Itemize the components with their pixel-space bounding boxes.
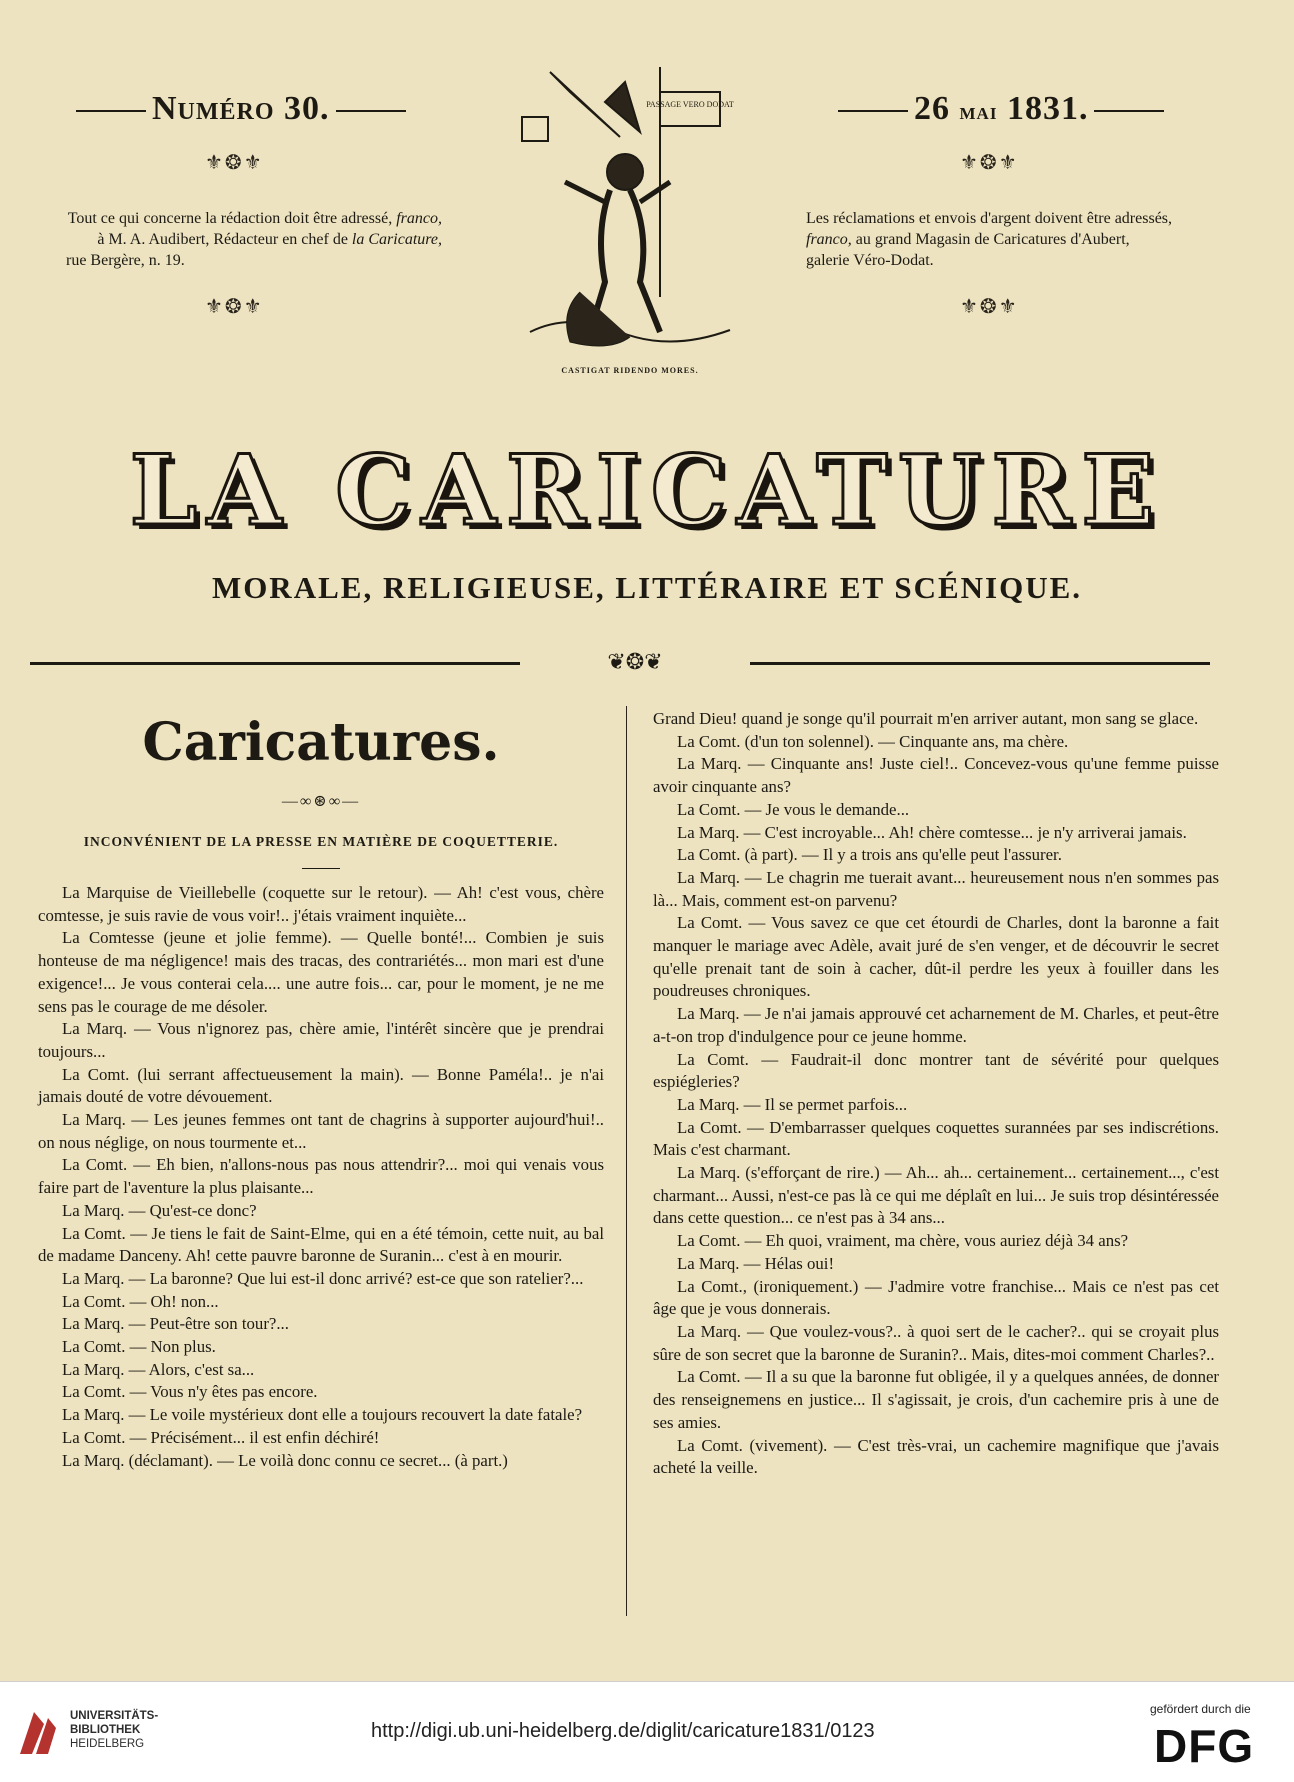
dialogue-paragraph: La Marq. — Alors, c'est sa...: [62, 1359, 255, 1379]
editorial-address: [42, 208, 442, 271]
dialogue-paragraph: La Comt. — Faudrait-il donc montrer tant de sévérité pour quelques espiégleries?: [653, 1049, 1219, 1092]
dialogue-paragraph: La Comt. — Eh quoi, vraiment, ma chère, vous auriez déjà 34 ans?: [677, 1231, 1129, 1251]
editorial-line-2: à M. A. Audibert, Rédacteur en chef de la Caricature,: [97, 231, 442, 248]
editorial-line-3: rue Bergère, n. 19.: [66, 252, 185, 269]
dialogue-paragraph: La Comt. — D'embarrasser quelques coquettes surannées par ses indiscrétions. Mais c'est charmant.: [653, 1117, 1219, 1160]
issue-date: [832, 90, 1170, 128]
dfg-logo[interactable]: DFG: [1154, 1720, 1255, 1772]
masthead-subtitle: MORALE, RELIGIEUSE, LITTÉRAIRE ET SCÉNIQUE.: [211, 570, 1083, 605]
ornament-icon: ⚜❂⚜: [205, 152, 264, 174]
issue-number-value: 30.: [284, 90, 330, 127]
issue-date-year: 1831.: [1006, 90, 1089, 127]
right-column: [653, 708, 1219, 1480]
issue-number-label: Numéro: [152, 90, 275, 127]
ornament-icon: ⚜❂⚜: [205, 296, 264, 318]
illustration-sign: PASSAGE VERO DODAT: [646, 100, 734, 109]
dialogue-paragraph: La Comt. (à part). — Il y a trois ans qu'elle peut l'assurer.: [677, 845, 1062, 865]
funding-label: gefördert durch die: [1150, 1702, 1251, 1716]
dialogue-paragraph: La Marq. — Le voile mystérieux dont elle a toujours recouvert la date fatale?: [62, 1405, 583, 1425]
dialogue-paragraph: La Comt. (lui serrant affectueusement la main). — Bonne Paméla!.. je n'ai jamais douté de votre dévouement.: [38, 1064, 604, 1107]
column-divider: [626, 706, 627, 1616]
viewer-footer: [0, 1681, 1294, 1782]
dash-rule: [1094, 110, 1164, 112]
dialogue-paragraph: La Comt. — Vous n'y êtes pas encore.: [62, 1382, 318, 1402]
dialogue-paragraph: La Marq. — Qu'est-ce donc?: [62, 1200, 257, 1220]
dialogue-paragraph: La Comt. (d'un ton solennel). — Cinquante ans, ma chère.: [677, 731, 1069, 751]
subscription-line-3: galerie Véro-Dodat.: [806, 252, 934, 269]
dialogue-paragraph: La Marq. — Vous n'ignorez pas, chère amie, l'intérêt sincère que je prendrai toujours...: [38, 1019, 604, 1061]
dialogue-paragraph: La Marq. — Il se permet parfois...: [677, 1094, 908, 1114]
ornament-icon: ⚜❂⚜: [960, 152, 1019, 174]
dialogue-paragraph: Grand Dieu! quand je songe qu'il pourrait m'en arriver autant, mon sang se glace.: [653, 709, 1199, 728]
dialogue-paragraph: La Marq. (déclamant). — Le voilà donc connu ce secret... (à part.): [62, 1450, 508, 1470]
dialogue-paragraph: La Marquise de Vieillebelle (coquette sur le retour). — Ah! c'est vous, chère comtesse, je suis ravie de vous voir!.. j'étais vraiment inquiète...: [38, 883, 604, 925]
dash-rule: [336, 110, 406, 112]
university-library-logo-icon[interactable]: [14, 1704, 62, 1760]
dialogue-paragraph: La Marq. — Je n'ai jamais approuvé cet acharnement de M. Charles, et peut-être a-t-on trop d'indulgence pour ce jeune homme.: [653, 1004, 1219, 1046]
dialogue-paragraph: La Comt. — Je tiens le fait de Saint-Elme, qui en a été témoin, cette nuit, au bal de madame Danceny. Ah! cette pauvre baronne de Suranin... c'est à en mourir.: [38, 1223, 604, 1266]
dialogue-paragraph: La Comt. — Je vous le demande...: [677, 799, 910, 819]
dialogue-paragraph: La Marq. — La baronne? Que lui est-il donc arrivé? est-ce que son ratelier?...: [62, 1268, 584, 1288]
dialogue-paragraph: La Comt. — Précisément... il est enfin déchiré!: [62, 1427, 380, 1447]
heading-rule: [302, 868, 340, 869]
section-title: Caricatures.: [142, 712, 500, 773]
dash-rule: [76, 110, 146, 112]
issue-number: [70, 90, 412, 128]
dialogue-paragraph: La Comt. — Eh bien, n'allons-nous pas nous attendrir?... moi qui venais vous faire part de l'aventure la plus plaisante...: [38, 1155, 604, 1198]
subscription-address: [806, 208, 1206, 271]
rule-ornament-icon: ❦❂❦: [520, 649, 750, 675]
dash-rule: [838, 110, 908, 112]
dialogue-paragraph: La Marq. — C'est incroyable... Ah! chère comtesse... je n'y arriverai jamais.: [677, 822, 1187, 842]
dialogue-paragraph: La Marq. — Que voulez-vous?.. à quoi sert de le cacher?.. qui se croyait plus sûre de son secret que la baronne de Suranin?.. Mais, dites-moi comment Charles?..: [653, 1321, 1219, 1364]
masthead-title: LA CARICATURE: [129, 434, 1165, 547]
dialogue-paragraph: La Marq. — Le chagrin me tuerait avant... heureusement nous n'en sommes pas là... Mais, comment est-on parvenu?: [653, 867, 1219, 910]
dialogue-paragraph: La Comtesse (jeune et jolie femme). — Quelle bonté!... Combien je suis honteuse de ma négligence! mais des tracas, des contrariétés... mon mari est d'une exigence!... Je vous conterai cela.... une autre fois... car, pour le moment, je ne me sens pas le courage de me désoler.: [38, 928, 604, 1016]
dialogue-paragraph: La Marq. — Les jeunes femmes ont tant de chagrins à supporter aujourd'hui!.. on nous néglige, on nous tourmente et...: [38, 1110, 604, 1152]
dialogue-paragraph: La Marq. (s'efforçant de rire.) — Ah... ah... certainement... certainement..., c'est charmant... Aussi, n'est-ce pas là ce qui me déplaît en lui... Je suis trop désintéressée dans cette question... ce n'est pas à 34 ans...: [653, 1163, 1219, 1228]
subscription-line-1: Les réclamations et envois d'argent doivent être adressés,: [806, 210, 1173, 227]
dialogue-paragraph: La Marq. — Peut-être son tour?...: [62, 1314, 289, 1334]
subscription-line-2: franco, au grand Magasin de Caricatures d'Aubert,: [806, 231, 1130, 248]
title-ornament-icon: —∞⊛∞—: [281, 793, 361, 810]
dialogue-paragraph: La Marq. — Hélas oui!: [677, 1253, 835, 1273]
dialogue-paragraph: La Marq. — Cinquante ans! Juste ciel!.. Concevez-vous qu'une femme puisse avoir cinquante ans?: [653, 754, 1219, 797]
issue-date-month: mai: [959, 99, 998, 125]
left-column: [38, 882, 604, 1472]
source-url-link[interactable]: http://digi.ub.uni-heidelberg.de/diglit/caricature1831/0123: [371, 1720, 875, 1742]
dialogue-paragraph: La Comt. — Oh! non...: [62, 1291, 219, 1311]
dialogue-paragraph: La Comt. — Non plus.: [62, 1337, 216, 1357]
ornament-icon: ⚜❂⚜: [960, 296, 1019, 318]
article-heading: INCONVÉNIENT DE LA PRESSE EN MATIÈRE DE COQUETTERIE.: [83, 834, 559, 849]
editorial-line-1: Tout ce qui concerne la rédaction doit être adressé, franco,: [67, 210, 442, 227]
motto: CASTIGAT RIDENDO MORES.: [561, 366, 699, 375]
library-name[interactable]: UNIVERSITÄTS- BIBLIOTHEK HEIDELBERG: [70, 1710, 159, 1750]
dialogue-paragraph: La Comt. — Il a su que la baronne fut obligée, il y a quelques années, de donner des renseignemens en justice... Il s'agissait, je crois, d'un cachemire pris à une de ses amies.: [653, 1367, 1219, 1432]
dialogue-paragraph: La Comt. — Vous savez ce que cet étourdi de Charles, dont la baronne a fait manquer le mariage avec Adèle, avait juré de s'en venger, et de découvrir le secret qu'elle prenait tant de soin à cacher, dût-il perdre les yeux à fouiller dans les poudreuses chroniques.: [653, 913, 1219, 1001]
dialogue-paragraph: La Comt., (ironiquement.) — J'admire votre franchise... Mais ce n'est pas cet âge que je vous donnerais.: [653, 1276, 1219, 1319]
issue-date-day: 26: [914, 90, 950, 127]
jester-illustration: [510, 62, 738, 362]
dialogue-paragraph: La Comt. (vivement). — C'est très-vrai, un cachemire magnifique que j'avais acheté la veille.: [653, 1435, 1219, 1478]
